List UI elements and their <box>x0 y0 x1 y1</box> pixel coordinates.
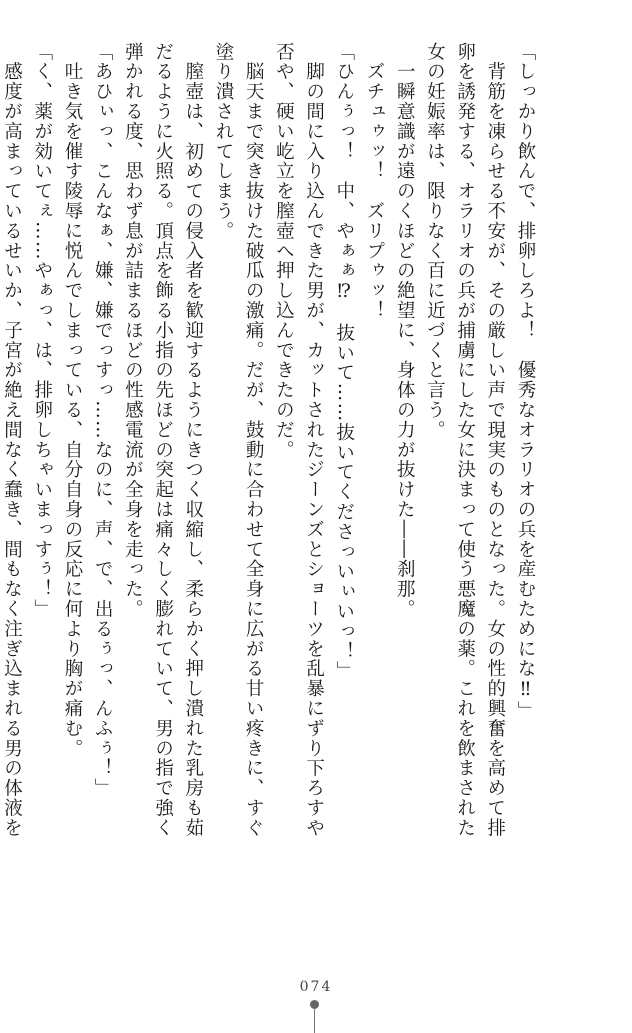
text-line: 脳天まで突き抜けた破瓜の激痛。だが、鼓動に合わせて全身に広がる甘い疼きに、すぐ <box>243 42 265 838</box>
text-line: 否や、硬い屹立を膣壺へ押し込んできたのだ。 <box>273 42 295 460</box>
text-line: 塗り潰されてしまう。 <box>212 42 234 241</box>
text-line: 女の妊娠率は、限りなく百に近づくと言う。 <box>424 42 446 440</box>
text-line: 「あひぃっ、こんなぁ、嫌、嫌でっすっ……なのに、声、で、出るぅっ、んふぅ！」 <box>92 42 114 799</box>
page-number: 074 <box>299 979 333 995</box>
text-line: 「ひんぅっ！ 中、やぁぁ⁉ 抜いて……抜いてくださっいぃいっ！」 <box>333 42 355 682</box>
text-line: 一瞬意識が遠のくほどの絶望に、身体の力が抜けた――刹那。 <box>394 42 416 620</box>
page-marker-rule <box>314 1008 315 1033</box>
text-line: 「く、薬が効いてぇ……やぁっ、は、排卵しちゃいまっすぅ！」 <box>31 42 53 620</box>
text-line: 膣壺は、初めての侵入者を歓迎するようにきつく収縮し、柔らかく押し潰れた乳房も茹 <box>182 42 204 838</box>
text-line: ズチュゥッ！ ズリプゥッ！ <box>363 42 385 321</box>
text-line: だるように火照る。頂点を飾る小指の先ほどの突起は痛々しく膨れていて、男の指で強く <box>152 42 174 838</box>
text-line: 脚の間に入り込んできた男が、カットされたジーンズとショーツを乱暴にずり下ろすや <box>303 42 325 838</box>
text-line: 卵を誘発する、オラリオの兵が捕虜にした女に決まって使う悪魔の薬。これを飲まされた <box>454 42 476 838</box>
vertical-text-body <box>0 42 540 838</box>
text-line: 吐き気を催す陵辱に悦んでしまっている、自分自身の反応に何より胸が痛む。 <box>61 42 83 759</box>
text-line: 感度が高まっているせいか、子宮が絶え間なく蠢き、間もなく注ぎ込まれる男の体液を <box>1 42 23 838</box>
text-line: 「しっかり飲んで、排卵しろよ！ 優秀なオラリオの兵を産むためにな‼」 <box>515 42 536 722</box>
text-line: 背筋を凍らせる不安が、その厳しい声で現実のものとなった。女の性的興奮を高めて排 <box>484 42 506 838</box>
text-line: 弾かれる度、思わず息が詰まるほどの性感電流が全身を走った。 <box>122 42 144 620</box>
